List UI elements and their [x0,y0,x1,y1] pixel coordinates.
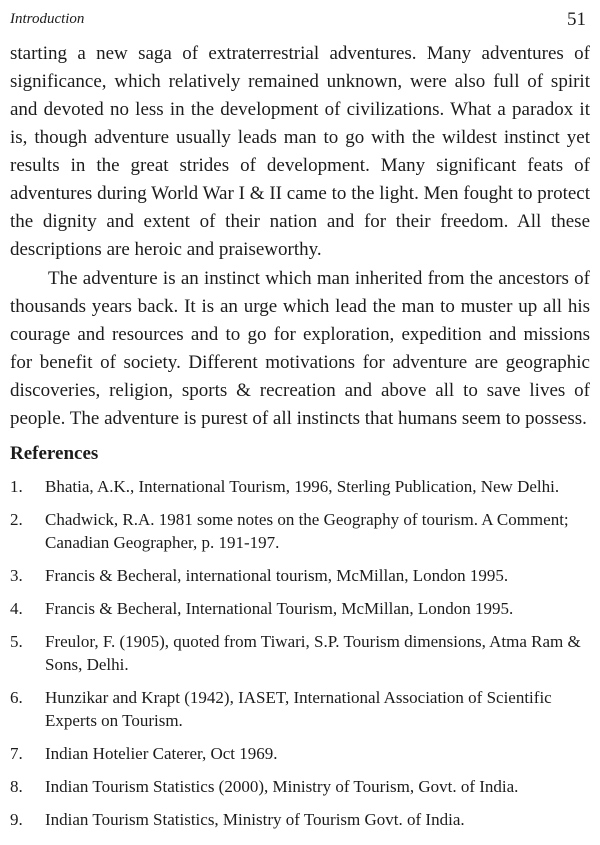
body-paragraph-2: The adventure is an instinct which man inherited from the ancestors of thousands years back. It is an urge which lead the man to muster up all his courage and resources and to go for exploration, expedition and missions for benefit of society. Different motivations for adventure are geographic discoveries, religion, sports & recreation and above all to save lives of people. The adventure is purest of all instincts that humans seem to possess. [10,268,590,429]
reference-text: Francis & Becheral, International Tourism, McMillan, London 1995. [45,599,514,618]
reference-number: 2. [10,510,23,529]
reference-item [10,686,590,732]
body-paragraph-1: starting a new saga of extraterrestrial adventures. Many adventures of significance, which relatively remained unknown, were also full of spirit and devoted no less in the development of civilizations. What a paradox it is, though adventure usually leads man to go with the wildest instinct yet results in the great strides of development. Many significant feats of adventures during World War I & II came to the light. Men fought to protect the dignity and extent of their nation and for their freedom. All these descriptions are heroic and praiseworthy. [10,43,590,260]
running-title: Introduction [10,11,85,27]
reference-number: 4. [10,599,23,618]
reference-number: 5. [10,632,23,651]
reference-text: Indian Tourism Statistics (2000), Ministry of Tourism, Govt. of India. [45,777,519,796]
reference-item [10,564,590,587]
reference-text: Francis & Becheral, international tourism, McMillan, London 1995. [45,566,509,585]
reference-number: 3. [10,566,23,585]
reference-text: Hunzikar and Krapt (1942), IASET, International Association of Scientific Experts on Tourism. [45,688,552,730]
reference-number: 8. [10,777,23,796]
reference-item [10,475,590,498]
reference-number: 6. [10,688,23,707]
reference-item [10,775,590,798]
reference-number: 9. [10,810,23,829]
reference-text: Freulor, F. (1905), quoted from Tiwari, S.P. Tourism dimensions, Atma Ram & Sons, Delhi. [45,632,581,674]
reference-number: 1. [10,477,23,496]
page-header [10,9,590,33]
reference-number: 7. [10,744,23,763]
reference-item [10,742,590,765]
reference-text: Indian Hotelier Caterer, Oct 1969. [45,744,278,763]
reference-item [10,630,590,676]
references-heading: References [10,443,99,464]
reference-item [10,597,590,620]
reference-item [10,808,590,831]
reference-text: Bhatia, A.K., International Tourism, 1996, Sterling Publication, New Delhi. [45,477,560,496]
references-list [10,475,590,841]
reference-text: Indian Tourism Statistics, Ministry of Tourism Govt. of India. [45,810,465,829]
reference-item [10,508,590,554]
reference-text: Chadwick, R.A. 1981 some notes on the Geography of tourism. A Comment; Canadian Geographer, p. 191-197. [45,510,569,552]
page-number: 51 [567,9,586,30]
